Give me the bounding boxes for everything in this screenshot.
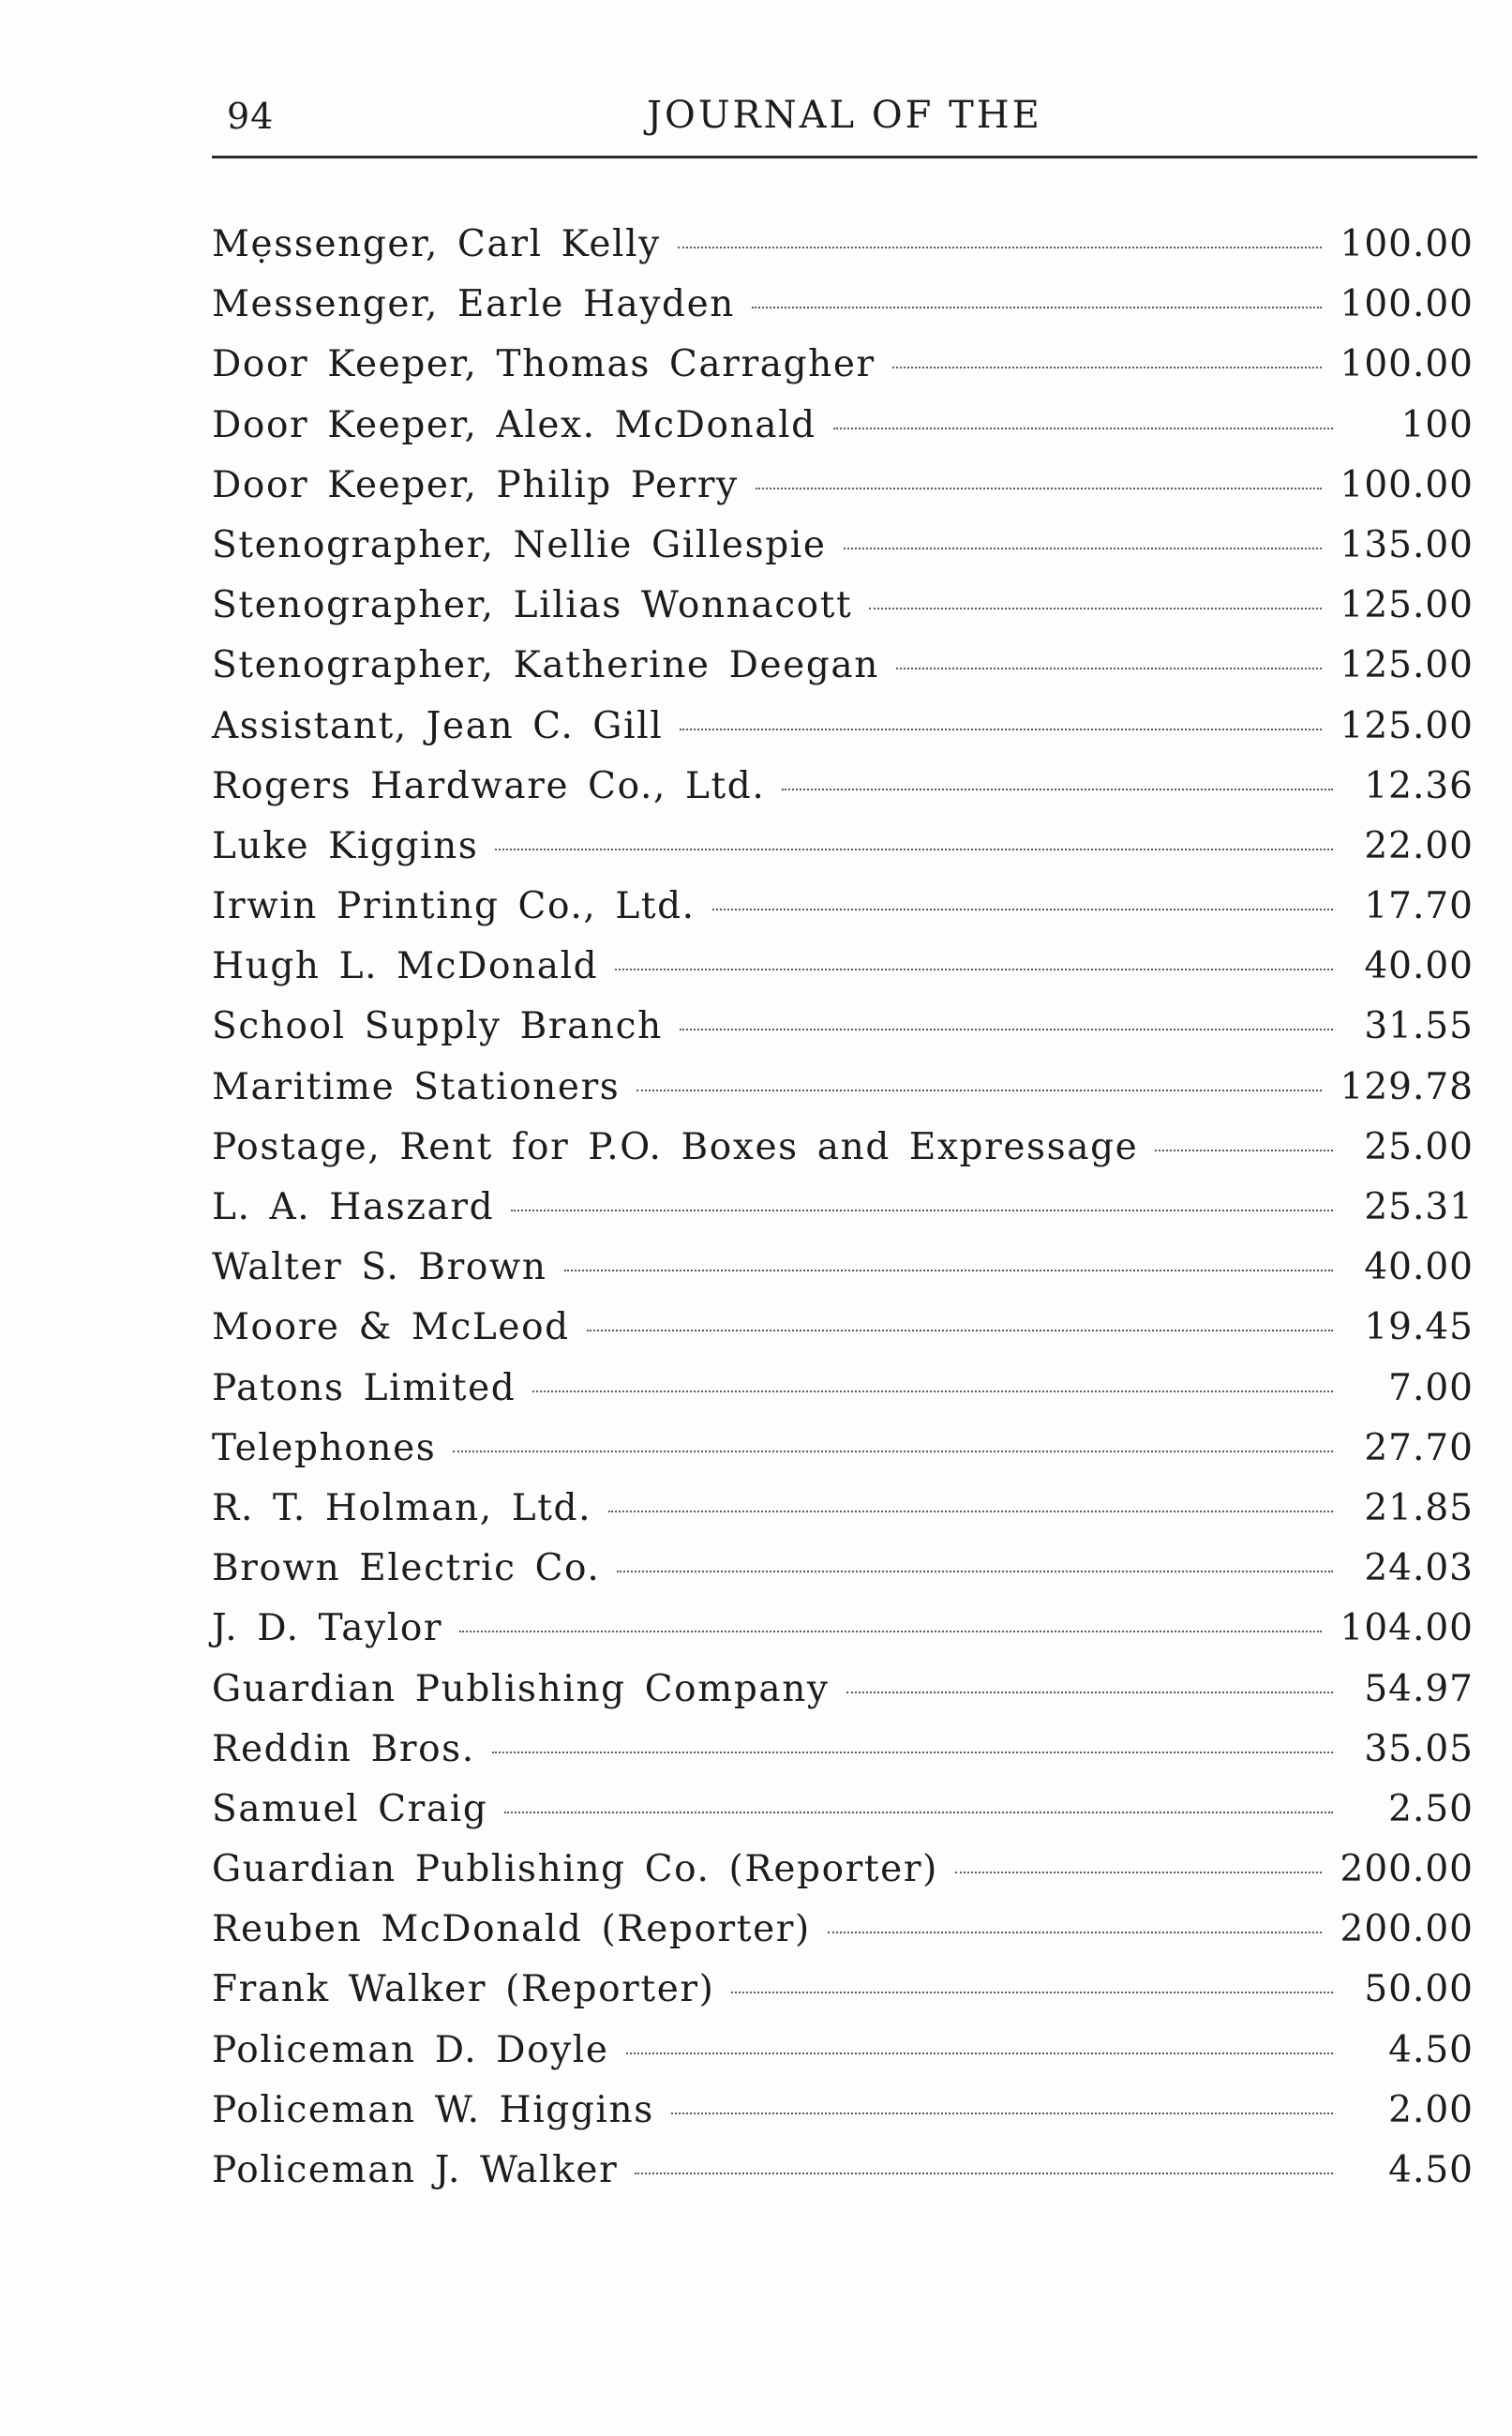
entry-payee: L. A. Haszard xyxy=(212,1186,495,1228)
dot-leader xyxy=(635,2173,1333,2174)
ledger-entry xyxy=(212,1968,1477,2028)
ledger-entry xyxy=(212,283,1477,343)
ledger-entry xyxy=(212,1728,1477,1788)
header-rule xyxy=(212,156,1477,158)
entry-payee: Irwin Printing Co., Ltd. xyxy=(212,885,696,928)
entry-payee: Hugh L. McDonald xyxy=(212,945,599,988)
dot-leader xyxy=(492,1752,1333,1753)
dot-leader xyxy=(453,1451,1333,1452)
entry-amount: 40.00 xyxy=(1364,1246,1474,1289)
entry-amount: 27.70 xyxy=(1364,1426,1474,1469)
ledger-entry xyxy=(212,404,1477,464)
entry-payee: Assistant, Jean C. Gill xyxy=(212,704,664,747)
ledger-entry xyxy=(212,705,1477,765)
ledger-entry xyxy=(212,343,1477,403)
dot-leader xyxy=(756,488,1322,489)
entry-payee: Stenographer, Katherine Deegan xyxy=(212,644,879,687)
ledger-entry xyxy=(212,885,1477,945)
dot-leader xyxy=(896,668,1322,669)
dot-leader xyxy=(459,1631,1321,1632)
ledger-entry xyxy=(212,825,1477,885)
entry-amount: 4.50 xyxy=(1388,2028,1474,2071)
ledger-entry xyxy=(212,1788,1477,1848)
ledger-entry xyxy=(212,1126,1477,1186)
dot-leader xyxy=(504,1812,1333,1813)
ledger-entry xyxy=(212,584,1477,644)
entry-payee: J. D. Taylor xyxy=(212,1607,443,1650)
entry-amount: 50.00 xyxy=(1364,1968,1474,2011)
entry-amount: 24.03 xyxy=(1364,1547,1474,1590)
dot-leader xyxy=(671,2113,1333,2114)
dot-leader xyxy=(626,2053,1333,2054)
entry-payee: Door Keeper, Alex. McDonald xyxy=(212,403,816,446)
entry-payee: Guardian Publishing Co. (Reporter) xyxy=(212,1848,938,1891)
entry-payee: School Supply Branch xyxy=(212,1005,663,1048)
dot-leader xyxy=(511,1210,1333,1211)
dot-leader xyxy=(752,307,1322,308)
dot-leader xyxy=(636,1090,1321,1091)
entry-payee: Luke Kiggins xyxy=(212,824,479,867)
entry-payee: Door Keeper, Thomas Carragher xyxy=(212,343,876,386)
dot-leader xyxy=(712,909,1333,910)
entry-amount: 21.85 xyxy=(1364,1486,1474,1529)
ledger-entry xyxy=(212,1848,1477,1908)
entry-payee: Stenographer, Lilias Wonnacott xyxy=(212,584,853,627)
entry-payee: R. T. Holman, Ltd. xyxy=(212,1486,592,1529)
ledger-entry xyxy=(212,1668,1477,1728)
dot-leader xyxy=(678,247,1322,248)
dot-leader xyxy=(782,789,1333,790)
entry-payee: Mẹssenger, Carl Kelly xyxy=(212,223,661,265)
entry-amount: 54.97 xyxy=(1364,1667,1474,1710)
dot-leader xyxy=(680,1029,1333,1030)
entry-amount: 200.00 xyxy=(1340,1908,1474,1951)
dot-leader xyxy=(615,969,1333,970)
dot-leader xyxy=(495,849,1333,850)
dot-leader xyxy=(532,1391,1333,1392)
entry-payee: Maritime Stationers xyxy=(212,1065,621,1108)
ledger-entry xyxy=(212,1186,1477,1246)
ledger-entry xyxy=(212,644,1477,704)
dot-leader xyxy=(869,608,1321,609)
entry-payee: Walter S. Brown xyxy=(212,1246,547,1289)
entry-payee: Postage, Rent for P.O. Boxes and Expressage xyxy=(212,1125,1139,1168)
entry-amount: 104.00 xyxy=(1340,1607,1474,1650)
ledger-entry xyxy=(212,1005,1477,1065)
expense-ledger xyxy=(212,223,1477,2209)
entry-amount: 25.00 xyxy=(1364,1125,1474,1168)
entry-amount: 100.00 xyxy=(1340,223,1474,265)
entry-payee: Stenographer, Nellie Gillespie xyxy=(212,523,827,566)
entry-payee: Policeman D. Doyle xyxy=(212,2028,609,2071)
running-title: JOURNAL OF THE xyxy=(647,94,1042,137)
entry-payee: Samuel Craig xyxy=(212,1787,488,1830)
ledger-entry xyxy=(212,1367,1477,1427)
entry-amount: 19.45 xyxy=(1364,1306,1474,1349)
entry-payee: Frank Walker (Reporter) xyxy=(212,1968,715,2011)
ledger-entry xyxy=(212,765,1477,825)
entry-amount: 135.00 xyxy=(1340,523,1474,566)
entry-amount: 25.31 xyxy=(1364,1186,1474,1228)
entry-amount: 100.00 xyxy=(1340,343,1474,386)
entry-amount: 35.05 xyxy=(1364,1727,1474,1770)
dot-leader xyxy=(844,548,1322,549)
dot-leader xyxy=(955,1872,1322,1873)
ledger-entry xyxy=(212,1487,1477,1547)
ledger-entry xyxy=(212,1246,1477,1306)
ledger-entry xyxy=(212,1547,1477,1607)
dot-leader xyxy=(564,1270,1333,1271)
dot-leader xyxy=(617,1571,1333,1572)
entry-amount: 22.00 xyxy=(1364,824,1474,867)
dot-leader xyxy=(731,1992,1333,1993)
entry-amount: 4.50 xyxy=(1388,2149,1474,2191)
ledger-entry xyxy=(212,2029,1477,2089)
entry-payee: Telephones xyxy=(212,1426,437,1469)
entry-payee: Policeman J. Walker xyxy=(212,2149,619,2191)
dot-leader xyxy=(892,367,1322,368)
page-number: 94 xyxy=(227,96,275,137)
ledger-entry xyxy=(212,945,1477,1005)
entry-payee: Door Keeper, Philip Perry xyxy=(212,463,739,506)
entry-amount: 125.00 xyxy=(1340,704,1474,747)
entry-payee: Patons Limited xyxy=(212,1366,516,1409)
entry-amount: 100.00 xyxy=(1340,283,1474,326)
ledger-entry xyxy=(212,1427,1477,1487)
ledger-entry xyxy=(212,2089,1477,2149)
page-header xyxy=(221,90,1482,146)
dot-leader xyxy=(833,428,1333,429)
dot-leader xyxy=(828,1932,1322,1933)
entry-payee: Reuben McDonald (Reporter) xyxy=(212,1908,811,1951)
entry-amount: 100.00 xyxy=(1340,463,1474,506)
ledger-entry xyxy=(212,1306,1477,1366)
entry-payee: Policeman W. Higgins xyxy=(212,2088,654,2131)
ledger-entry xyxy=(212,1908,1477,1968)
entry-payee: Reddin Bros. xyxy=(212,1727,475,1770)
entry-amount: 2.00 xyxy=(1388,2088,1474,2131)
entry-payee: Moore & McLeod xyxy=(212,1306,570,1349)
entry-amount: 31.55 xyxy=(1364,1005,1474,1048)
dot-leader xyxy=(846,1692,1333,1693)
ledger-entry xyxy=(212,524,1477,584)
dot-leader xyxy=(1155,1150,1333,1151)
dot-leader xyxy=(608,1511,1333,1512)
entry-amount: 125.00 xyxy=(1340,584,1474,627)
entry-payee: Rogers Hardware Co., Ltd. xyxy=(212,764,766,807)
ledger-entry xyxy=(212,223,1477,283)
entry-amount: 125.00 xyxy=(1340,644,1474,687)
ledger-entry xyxy=(212,1607,1477,1667)
entry-amount: 100 xyxy=(1400,403,1474,446)
entry-amount: 7.00 xyxy=(1388,1366,1474,1409)
ledger-entry xyxy=(212,2149,1477,2209)
entry-amount: 129.78 xyxy=(1340,1065,1474,1108)
entry-amount: 2.50 xyxy=(1388,1787,1474,1830)
entry-amount: 200.00 xyxy=(1340,1848,1474,1891)
ledger-entry xyxy=(212,464,1477,524)
entry-payee: Brown Electric Co. xyxy=(212,1547,601,1590)
ledger-entry xyxy=(212,1066,1477,1126)
dot-leader xyxy=(680,729,1321,730)
entry-amount: 17.70 xyxy=(1364,885,1474,928)
entry-amount: 12.36 xyxy=(1364,764,1474,807)
dot-leader xyxy=(587,1330,1333,1331)
entry-payee: Messenger, Earle Hayden xyxy=(212,283,736,326)
entry-payee: Guardian Publishing Company xyxy=(212,1667,830,1710)
entry-amount: 40.00 xyxy=(1364,945,1474,988)
